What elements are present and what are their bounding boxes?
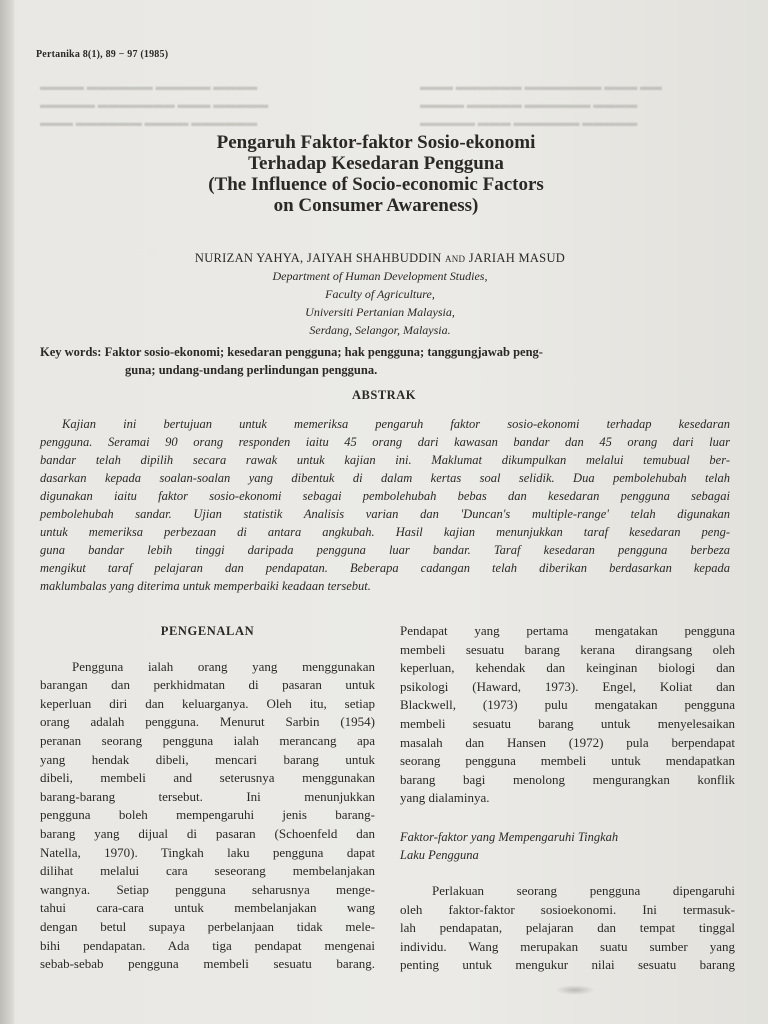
body-line: membeli sesuatu barang untuk menyelesaikan bbox=[400, 715, 735, 731]
body-line: seorang pengguna membeli untuk mendapatkan bbox=[400, 753, 735, 769]
title-malay-line-1: Pengaruh Faktor-faktor Sosio-ekonomi bbox=[216, 132, 536, 153]
body-line: sebab-sebab pengguna membeli sesuatu barang. bbox=[40, 956, 375, 972]
title-malay-line-2: Terhadap Kesedaran Pengguna bbox=[248, 153, 504, 174]
page-edge-shadow bbox=[0, 0, 14, 1024]
body-line: penting untuk mengukur nilai sesuatu barang bbox=[400, 957, 735, 973]
body-line: psikologi (Haward, 1973). Engel, Koliat dan bbox=[400, 678, 735, 694]
bleed-through-text: ▬▬▬▬ ▬▬▬▬▬▬ ▬▬▬▬▬ ▬▬▬▬ ▬▬▬▬▬ ▬▬▬▬▬▬▬ ▬▬▬ ▬▬▬▬▬ ▬▬▬ ▬▬▬▬▬▬ ▬▬▬▬ ▬▬▬▬▬▬ bbox=[40, 81, 269, 129]
body-line: orang adalah pengguna. Menurut Sarbin (1954) bbox=[40, 714, 375, 730]
title-english-line-2: on Consumer Awareness) bbox=[273, 195, 479, 216]
abstract-line: guna bandar lebih tinggi daripada pengguna luar bandar. Taraf kesedaran pengguna berbeza bbox=[40, 543, 730, 557]
body-line: bihi pendapatan. Ada tiga pendapat mengenai bbox=[40, 937, 375, 953]
body-line: pengguna boleh mempengaruhi jenis barang- bbox=[40, 807, 375, 823]
body-line: barang-barang tersebut. Ini menunjukkan bbox=[40, 788, 375, 804]
keywords-line-2: guna; undang-undang perlindungan pengguna. bbox=[125, 363, 378, 377]
body-line: masalah dan Hansen (1972) pula berpendapat bbox=[400, 734, 735, 750]
affiliation-line: Faculty of Agriculture, bbox=[325, 287, 435, 301]
body-line: individu. Wang merupakan suatu sumber yang bbox=[400, 938, 735, 954]
abstract-line: bandar telah dipilih secara rawak untuk kajian ini. Maklumat dikumpulkan melalui temubual ber- bbox=[40, 453, 730, 467]
body-line: yang dialaminya. bbox=[400, 790, 490, 806]
section-heading-pengenalan: PENGENALAN bbox=[160, 624, 255, 638]
body-line: yang hendak dibeli, mencari barang untuk bbox=[40, 751, 375, 767]
abstract-line: mengikut taraf pelajaran dan pendapatan. Beberapa cadangan telah diberikan berdasarkan kepada bbox=[40, 561, 730, 575]
body-line: Pendapat yang pertama mengatakan pengguna bbox=[400, 623, 735, 638]
subsection-heading bbox=[400, 828, 735, 864]
abstract-line: pengguna. Seramai 90 orang responden iaitu 45 orang dari kawasan bandar dan 45 orang dari luar bbox=[40, 435, 730, 449]
abstract-line: dasarkan kepada soalan-soalan yang dibentuk di dalam kertas soal selidik. Dua pembolehubah telah bbox=[40, 471, 730, 485]
article-title bbox=[120, 132, 632, 216]
body-line: dilihat melalui cara seseorang membelanjakan bbox=[40, 863, 375, 879]
running-head: Pertanika 8(1), 89 − 97 (1985) bbox=[36, 49, 169, 60]
abstract-line: untuk memeriksa perbezaan di antara angkubah. Hasil kajian menunjukkan taraf kesedaran peng- bbox=[40, 525, 730, 539]
abstract-line: digunakan iaitu faktor sosio-ekonomi sebagai pembolehubah bebas dan kesedaran pengguna sebagai bbox=[40, 489, 730, 503]
body-line: peranan seorang pengguna ialah merancang apa bbox=[40, 732, 375, 748]
keywords-line-1: Key words: Faktor sosio-ekonomi; kesedaran pengguna; hak pengguna; tanggungjawab peng- bbox=[40, 345, 543, 359]
body-line: dibeli, membeli and seterusnya menggunakan bbox=[40, 770, 375, 786]
abstract-heading: ABSTRAK bbox=[352, 388, 416, 402]
author-names: NURIZAN YAHYA, JAIYAH SHAHBUDDIN and JARIAH MASUD bbox=[194, 251, 566, 265]
body-line: tahui cara-cara untuk membelanjakan wang bbox=[40, 900, 375, 916]
body-line: oleh faktor-faktor sosioekonomi. Ini termasuk- bbox=[400, 901, 735, 917]
paragraph-gap bbox=[400, 864, 735, 882]
right-column bbox=[400, 622, 735, 975]
body-line: membeli sesuatu barang kerana dirangsang oleh bbox=[400, 641, 735, 657]
abstract-body bbox=[40, 415, 730, 595]
body-line: wangnya. Setiap pengguna seharusnya menge- bbox=[40, 881, 375, 897]
left-column bbox=[40, 622, 375, 974]
abstract-line: maklumbalas yang diterima untuk memperbaiki keadaan tersebut. bbox=[40, 579, 371, 593]
title-english-line-1: (The Influence of Socio-economic Factors bbox=[208, 174, 544, 195]
body-line: dengan betul supaya perbelanjaan tidak mele- bbox=[40, 918, 375, 934]
abstract-line: pembolehubah sandar. Ujian statistik Analisis varian dan 'Duncan's multiple-range' telah digunakan bbox=[40, 507, 730, 521]
body-line: Perlakuan seorang pengguna dipengaruhi bbox=[432, 882, 735, 898]
affiliation-line: Department of Human Development Studies, bbox=[272, 269, 488, 283]
page-smudge bbox=[555, 985, 595, 995]
body-line: barang yang dijual di pasaran (Schoenfeld dan bbox=[40, 825, 375, 841]
body-line: barangan dan perkhidmatan di pasaran untuk bbox=[40, 677, 375, 693]
bleed-through-text: ▬▬▬ ▬▬▬▬▬▬ ▬▬▬▬▬▬▬ ▬▬▬ ▬▬ ▬▬▬▬ ▬▬▬▬▬ ▬▬▬▬▬▬ ▬▬▬▬ ▬▬▬▬▬ ▬▬▬ ▬▬▬▬▬▬ ▬▬▬▬▬ bbox=[420, 81, 662, 129]
abstract-line: Kajian ini bertujuan untuk memeriksa pengaruh faktor sosio-ekonomi terhadap kesedaran bbox=[62, 417, 730, 431]
body-line: Blackwell, (1973) pulu mengatakan pengguna bbox=[400, 697, 735, 713]
subsection-heading-line-1: Faktor-faktor yang Mempengaruhi Tingkah bbox=[400, 829, 619, 844]
affiliation-line: Serdang, Selangor, Malaysia. bbox=[309, 323, 451, 337]
keywords bbox=[40, 343, 730, 379]
author-block bbox=[100, 249, 660, 339]
subsection-heading-line-2: Laku Pengguna bbox=[400, 847, 479, 862]
body-line: keperluan diri dan keluarganya. Oleh itu, setiap bbox=[40, 695, 375, 711]
body-line: Pengguna ialah orang yang menggunakan bbox=[72, 658, 375, 674]
body-line: keperluan, kehendak dan keinginan biologi dan bbox=[400, 660, 735, 676]
body-line: lah pendapatan, pelajaran dan tempat tinggal bbox=[400, 920, 735, 936]
body-line: Natella, 1970). Tingkah laku pengguna dapat bbox=[40, 844, 375, 860]
body-line: barang bagi menolong mengurangkan konflik bbox=[400, 771, 735, 787]
affiliation-line: Universiti Pertanian Malaysia, bbox=[305, 305, 455, 319]
